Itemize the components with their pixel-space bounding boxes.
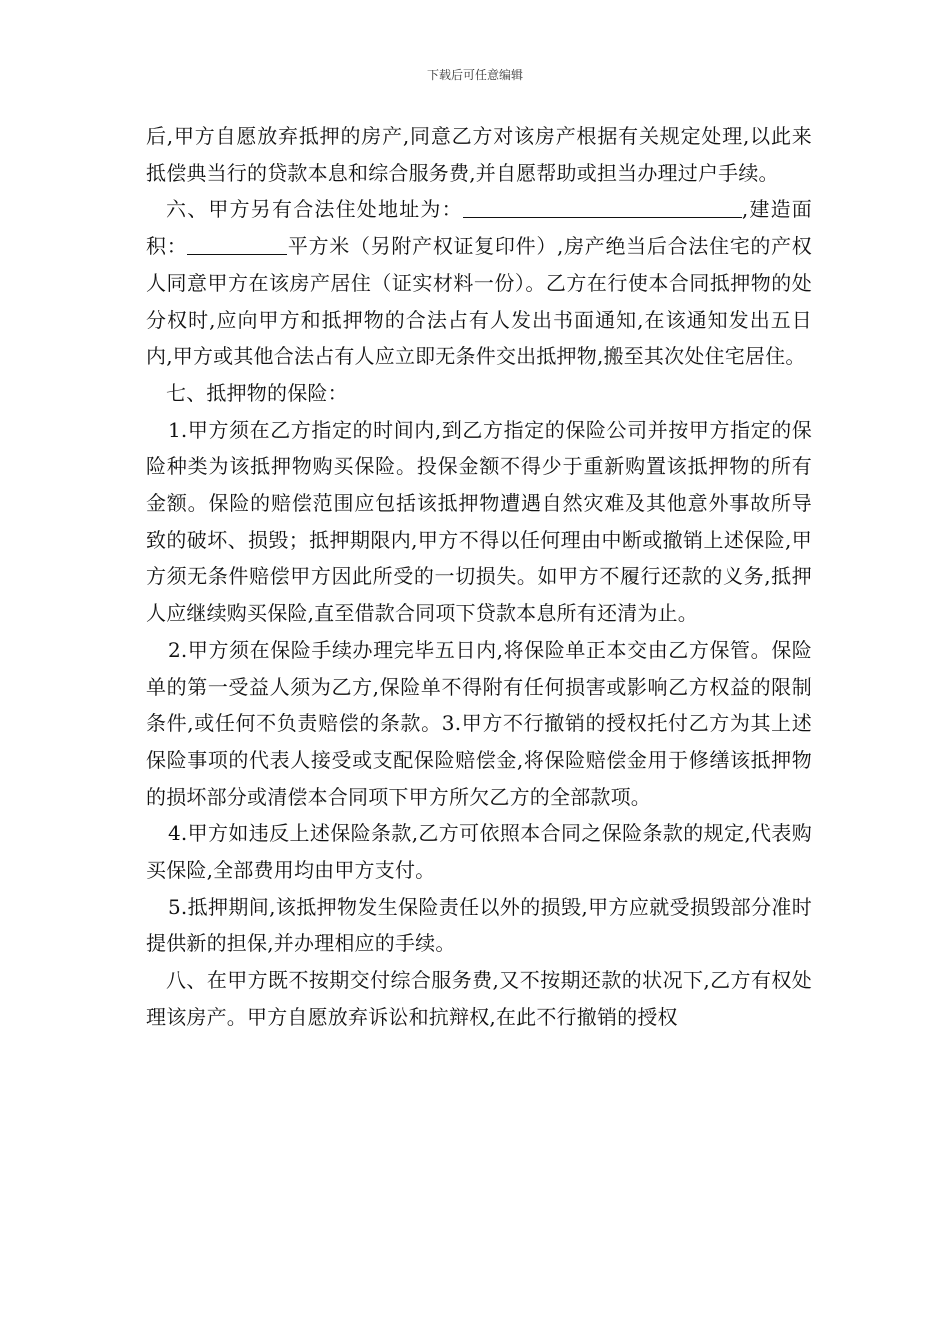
- clause-6-body: 平方米（另附产权证复印件）,房产绝当后合法住宅的产权人同意甲方在该房产居住（证实材料一份）。乙方在行使本合同抵押物的处分权时,应向甲方和抵押物的合法占有人发出书面通知,在该通知发出五日内,甲方或其他合法占有人应立即无条件交出抵押物,搬至其次处住宅居住。: [146, 234, 812, 369]
- area-blank-field: [187, 234, 287, 255]
- paragraph-clause-7-item-1: 1.甲方须在乙方指定的时间内,到乙方指定的保险公司并按甲方指定的保险种类为该抵押物购买保险。投保金额不得少于重新购置该抵押物的所有金额。保险的赔偿范围应包括该抵押物遭遇自然灾难及其他意外事故所导致的破坏、损毁；抵押期限内,甲方不得以任何理由中断或撤销上述保险,甲方须无条件赔偿甲方因此所受的一切损失。如甲方不履行还款的义务,抵押人应继续购买保险,直至借款合同项下贷款本息所有还清为止。: [146, 417, 812, 626]
- paragraph-clause-7-item-5: 5.抵押期间,该抵押物发生保险责任以外的损毁,甲方应就受损毁部分准时提供新的担保,并办理相应的手续。: [146, 894, 812, 956]
- paragraph-continuation: 后,甲方自愿放弃抵押的房产,同意乙方对该房产根据有关规定处理,以此来抵偿典当行的贷款本息和综合服务费,并自愿帮助或担当办理过户手续。: [146, 124, 812, 185]
- address-blank-field: [463, 197, 742, 218]
- paragraph-clause-7-heading: 七、抵押物的保险：: [166, 380, 348, 405]
- paragraph-clause-7-item-4: 4.甲方如违反上述保险条款,乙方可依照本合同之保险条款的规定,代表购买保险,全部费用均由甲方支付。: [146, 821, 812, 883]
- paragraph-clause-6: [146, 191, 812, 375]
- page-header: 下载后可任意编辑: [426, 68, 523, 82]
- clause-6-address-label: 六、甲方另有合法住处地址为：: [166, 197, 463, 222]
- paragraph-clause-7-item-2-3: 2.甲方须在保险手续办理完毕五日内,将保险单正本交由乙方保管。保险单的第一受益人须为乙方,保险单不得附有任何损害或影响乙方权益的限制条件,或任何不负责赔偿的条款。3.甲方不行撤销的授权托付乙方为其上述保险事项的代表人接受或支配保险赔偿金,将保险赔偿金用于修缮该抵押物的损坏部分或清偿本合同项下甲方所欠乙方的全部款项。: [146, 637, 812, 809]
- paragraph-clause-8: 八、在甲方既不按期交付综合服务费,又不按期还款的状况下,乙方有权处理该房产。甲方自愿放弃诉讼和抗辩权,在此不行撤销的授权: [146, 968, 812, 1029]
- clause-6-area-label: ,建造面积：: [146, 197, 812, 259]
- document-body: [146, 118, 812, 1036]
